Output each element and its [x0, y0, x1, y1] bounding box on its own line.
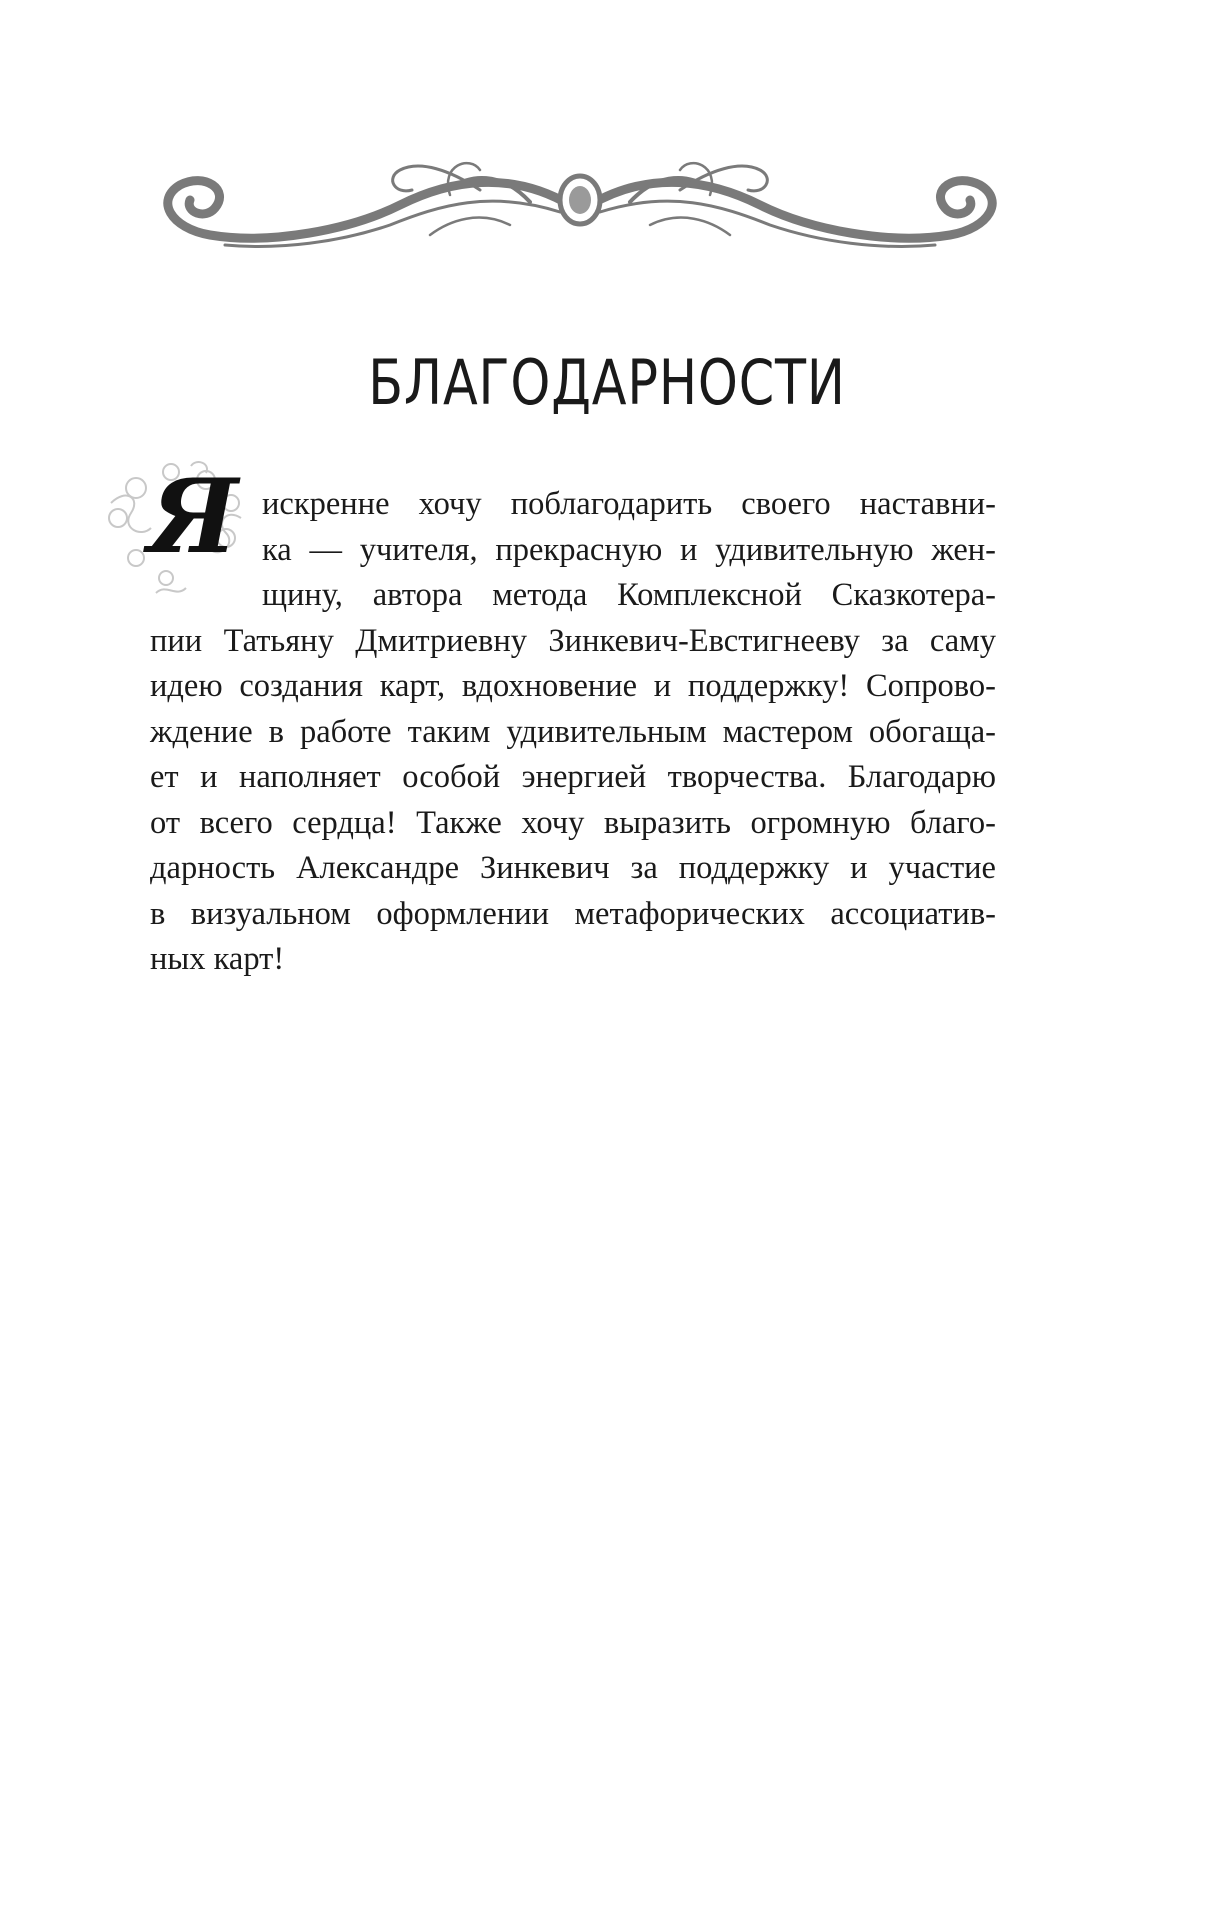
- paragraph-line: дарность Александре Зинкевич за поддержку и участие: [150, 850, 996, 886]
- paragraph-line: ных карт!: [150, 941, 285, 977]
- paragraph-line: идею создания карт, вдохновение и поддержку! Сопрово-: [150, 668, 996, 704]
- paragraph-line: пии Татьяну Дмитриевну Зинкевич-Евстигнееву за саму: [150, 622, 996, 659]
- acknowledgements-paragraph: [150, 482, 996, 983]
- page-title: БЛАГОДАРНОСТИ: [368, 346, 846, 419]
- paragraph-line: от всего сердца! Также хочу выразить огромную благо-: [150, 804, 996, 841]
- paragraph-line: ет и наполняет особой энергией творчества. Благодарю: [150, 759, 996, 795]
- scroll-ornament-icon: [150, 150, 1010, 260]
- paragraph-line: ждение в работе таким удивительным мастером обогаща-: [150, 713, 996, 750]
- paragraph-line: в визуальном оформлении метафорических ассоциатив-: [150, 895, 996, 932]
- drop-cap-letter: Я: [148, 457, 238, 577]
- paragraph-line: искренне хочу поблагодарить своего наставни-: [262, 486, 996, 522]
- paragraph-line: щину, автора метода Комплексной Сказкотера-: [262, 577, 996, 613]
- paragraph-line: ка — учителя, прекрасную и удивительную жен-: [262, 531, 996, 568]
